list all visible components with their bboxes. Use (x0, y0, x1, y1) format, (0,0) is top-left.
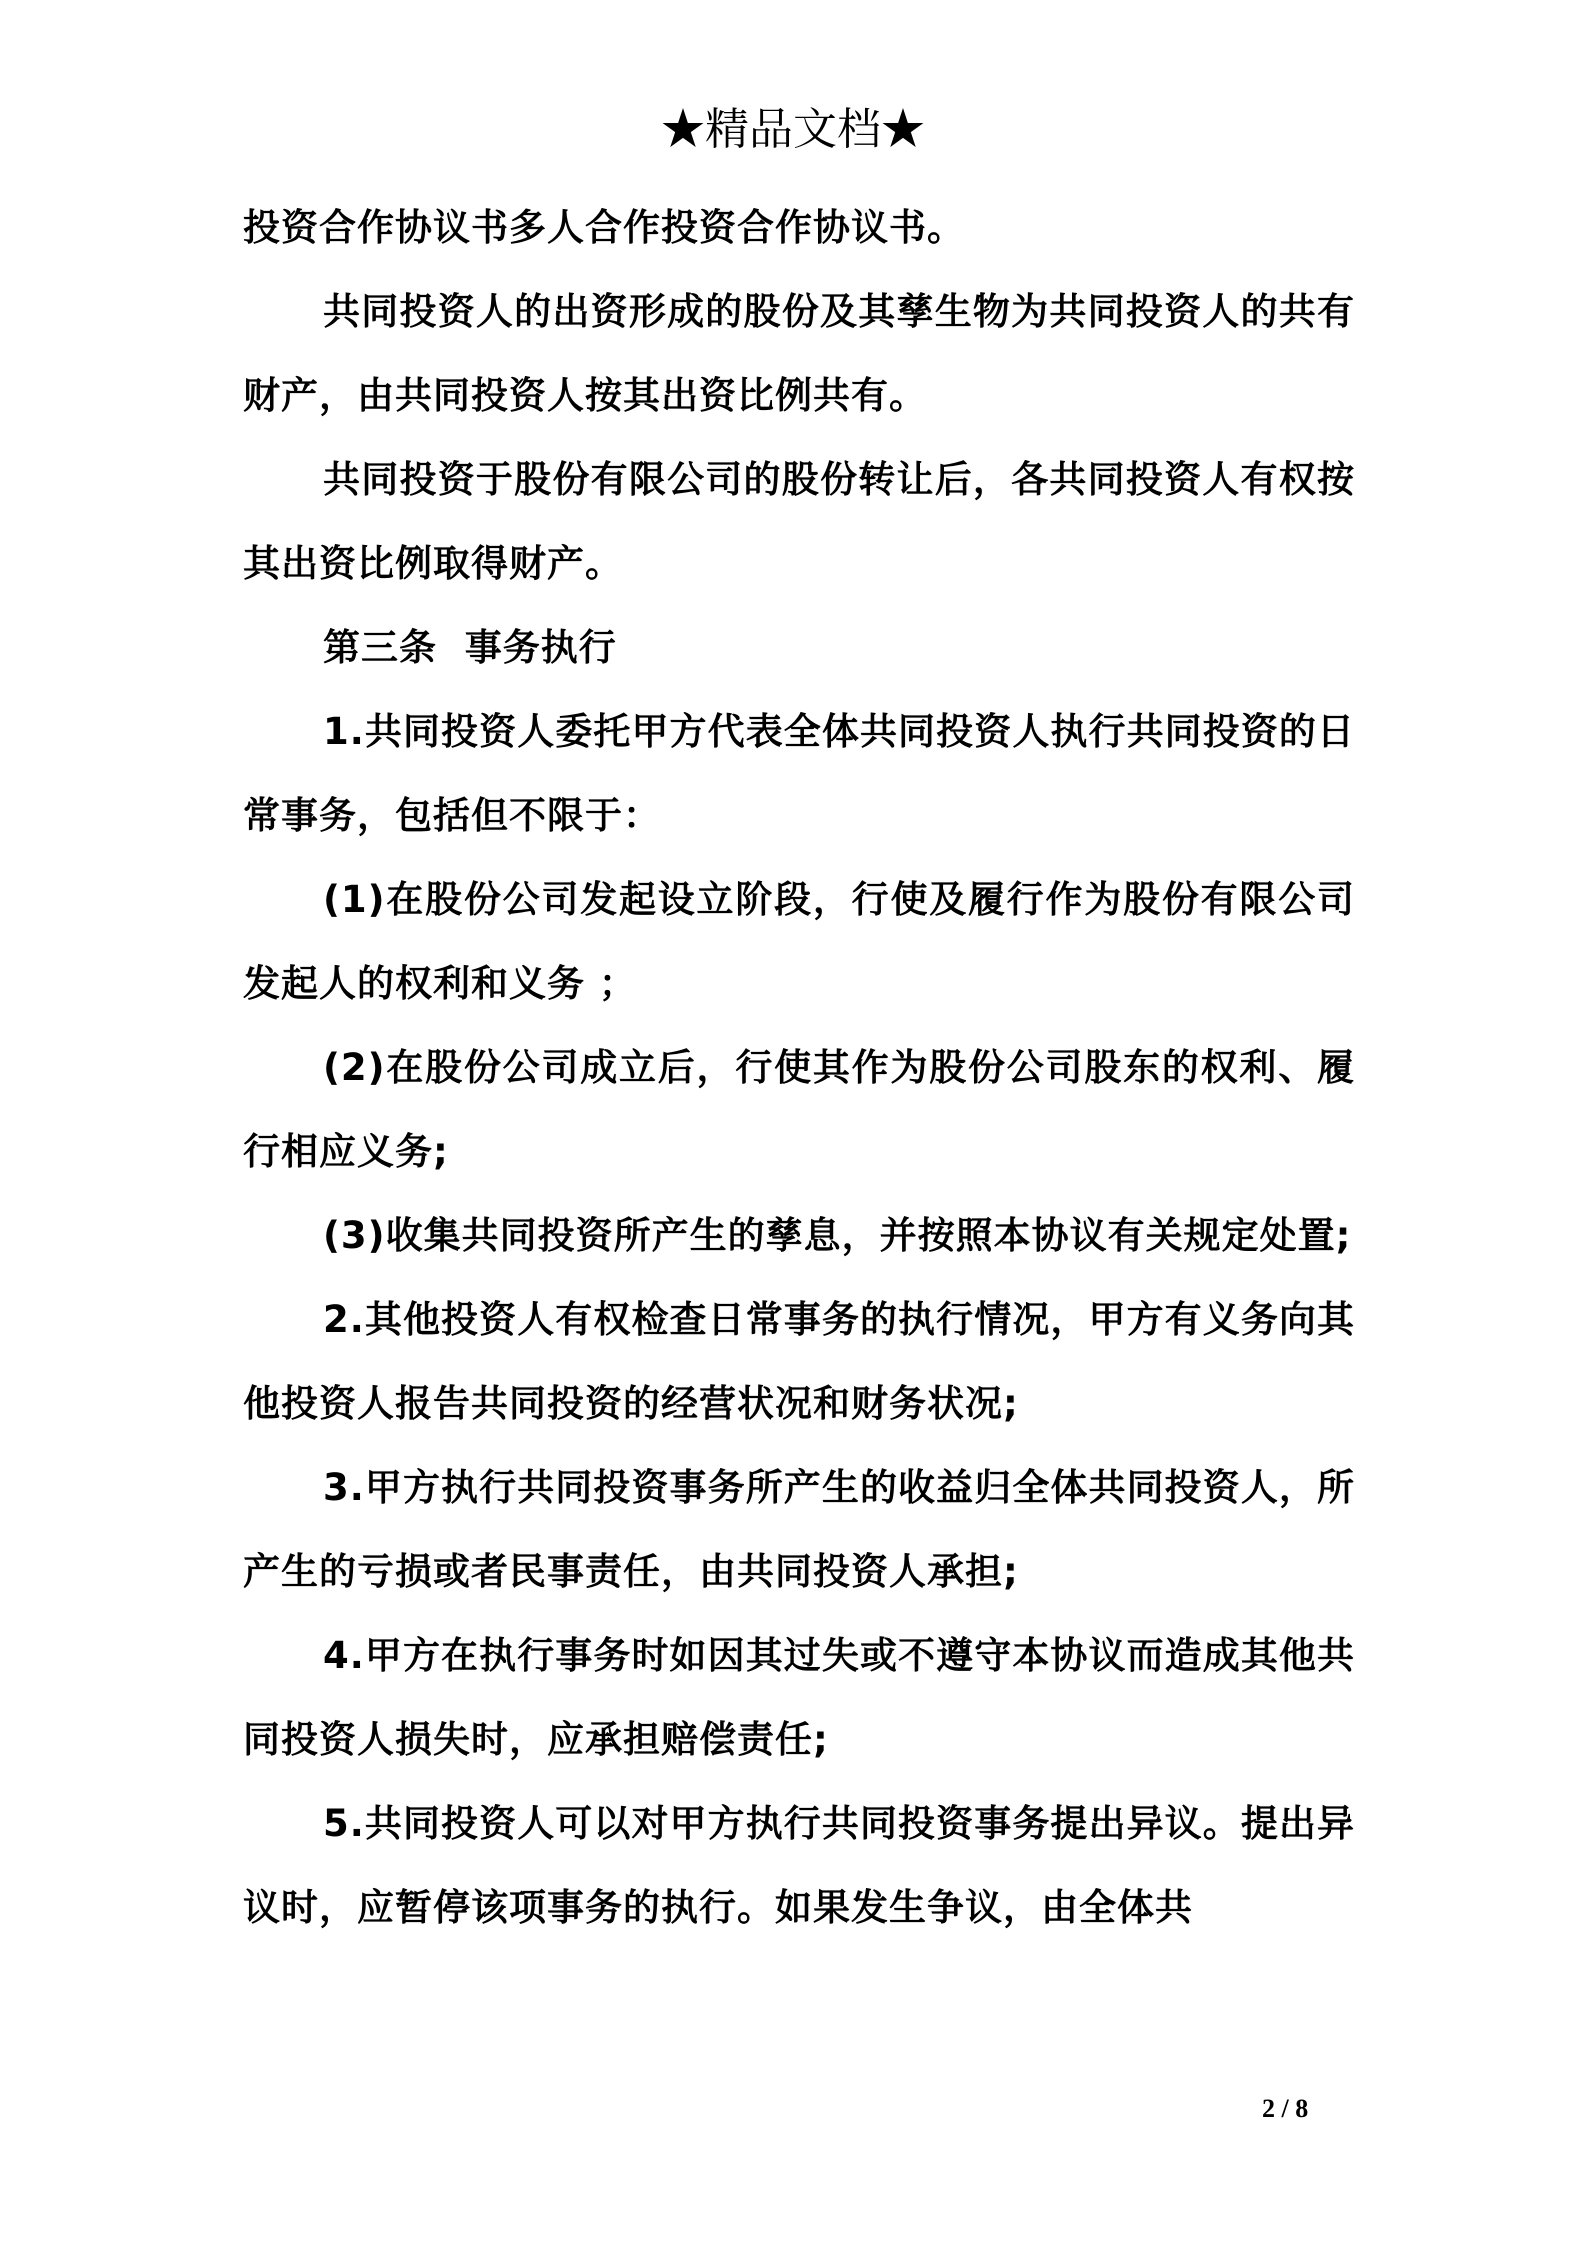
paragraph-item-3: 3.甲方执行共同投资事务所产生的收益归全体共同投资人，所产生的亏损或者民事责任，由共同投资人承担; (243, 1466, 1355, 1593)
paragraph-subitem-3: (3)收集共同投资所产生的孳息，并按照本协议有关规定处置; (323, 1214, 1352, 1257)
section-heading-article-3: 第三条 事务执行 (323, 626, 617, 669)
paragraph-subitem-2: (2)在股份公司成立后，行使其作为股份公司股东的权利、履行相应义务; (243, 1046, 1355, 1173)
page-header-title: ★精品文档★ (661, 104, 925, 155)
paragraph-item-1: 1.共同投资人委托甲方代表全体共同投资人执行共同投资的日常事务，包括但不限于： (243, 710, 1355, 837)
paragraph-item-5: 5.共同投资人可以对甲方执行共同投资事务提出异议。提出异议时，应暂停该项事务的执行。如果发生争议，由全体共 (243, 1802, 1355, 1929)
paragraph-item-4: 4.甲方在执行事务时如因其过失或不遵守本协议而造成其他共同投资人损失时，应承担赔偿责任; (243, 1634, 1355, 1761)
paragraph-subitem-1: (1)在股份公司发起设立阶段，行使及履行作为股份有限公司发起人的权利和义务 ； (243, 878, 1355, 1005)
document-body (243, 186, 1355, 1950)
paragraph-item-2: 2.其他投资人有权检查日常事务的执行情况，甲方有义务向其他投资人报告共同投资的经营状况和财务状况; (243, 1298, 1355, 1425)
paragraph-share-transfer: 共同投资于股份有限公司的股份转让后，各共同投资人有权按其出资比例取得财产。 (243, 458, 1355, 585)
paragraph-continuation: 投资合作协议书多人合作投资合作协议书。 (243, 206, 965, 249)
paragraph-joint-property: 共同投资人的出资形成的股份及其孳生物为共同投资人的共有财产，由共同投资人按其出资比例共有。 (243, 290, 1355, 417)
page-number: 2 / 8 (1262, 2094, 1309, 2123)
